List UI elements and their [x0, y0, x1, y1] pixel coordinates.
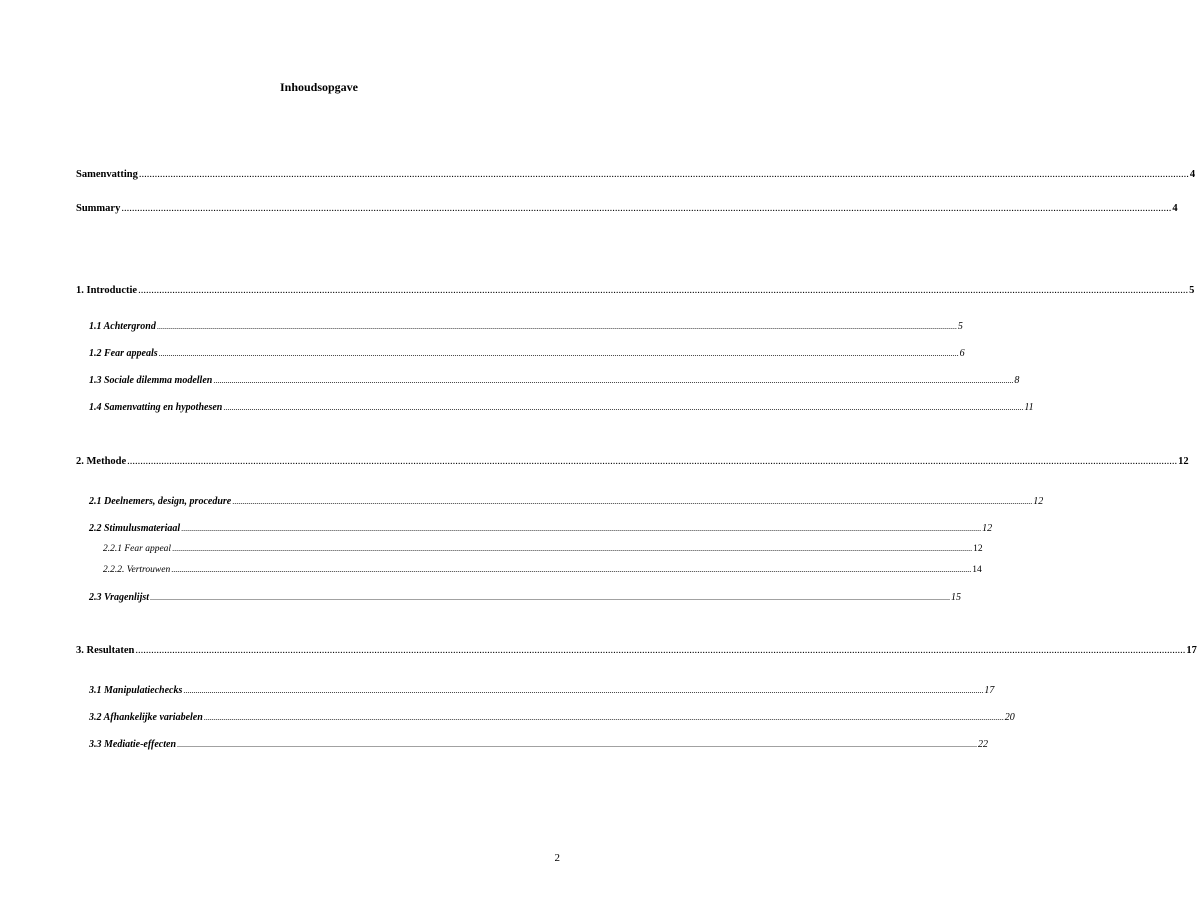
toc-entry[interactable] — [103, 565, 982, 575]
toc-entry[interactable] — [89, 348, 965, 359]
toc-leader-dots: ................................................................................................................................................................................................................................................................................................................................................................................................................ — [183, 686, 984, 695]
toc-entry-page: 8 — [1014, 375, 1020, 386]
toc-entry-label: 1.4 Samenvatting en hypothesen — [89, 402, 223, 413]
toc-entry-page: 4 — [1172, 203, 1178, 214]
toc-entry[interactable] — [76, 285, 1195, 296]
toc-leader-dots: ................................................................................................................................................................................................................................................................................................................................................................................................................ — [213, 376, 1014, 385]
toc-leader-dots: ................................................................................................................................................................................................................................................................................................................................................................................................................ — [135, 645, 1186, 656]
toc-entry-label: Summary — [76, 203, 121, 214]
toc-leader-dots: ................................................................................................................................................................................................................................................................................................................................................................................................................ — [177, 740, 978, 749]
toc-entry[interactable] — [89, 496, 1044, 507]
toc-entry[interactable] — [76, 169, 1196, 180]
page-title: Inhoudsopgave — [279, 80, 359, 94]
toc-entry[interactable] — [76, 203, 1178, 214]
toc-entry-label: 1.1 Achtergrond — [89, 321, 156, 332]
toc-entry[interactable] — [89, 739, 989, 750]
toc-entry-label: 3.1 Manipulatiechecks — [89, 685, 183, 696]
toc-entry-label: 2. Methode — [76, 456, 127, 467]
toc-entry-page: 17 — [984, 685, 995, 696]
toc-entry-page: 5 — [1189, 285, 1195, 296]
toc-entry-label: 1. Introductie — [76, 285, 138, 296]
toc-entry[interactable] — [76, 456, 1189, 467]
toc-entry-label: 2.2.1 Fear appeal — [103, 544, 172, 554]
toc-leader-dots: ................................................................................................................................................................................................................................................................................................................................................................................................................ — [121, 203, 1172, 214]
toc-entry-page: 20 — [1004, 712, 1015, 723]
toc-entry[interactable] — [103, 544, 983, 554]
toc-entry-page: 22 — [978, 739, 989, 750]
toc-entry-label: 1.2 Fear appeals — [89, 348, 158, 359]
toc-entry-page: 14 — [972, 565, 982, 575]
toc-entry-page: 17 — [1186, 645, 1197, 656]
toc-leader-dots: ................................................................................................................................................................................................................................................................................................................................................................................................................ — [158, 349, 959, 358]
toc-entry-page: 4 — [1189, 169, 1196, 180]
toc-leader-dots: ................................................................................................................................................................................................................................................................................................................................................................................................................ — [138, 285, 1189, 296]
toc-entry-label: 2.1 Deelnemers, design, procedure — [89, 496, 232, 507]
toc-leader-dots: ................................................................................................................................................................................................................................................................................................................................................................................................................ — [203, 713, 1004, 722]
toc-entry[interactable] — [89, 402, 1034, 413]
toc-entry-page: 6 — [959, 348, 965, 359]
toc-entry[interactable] — [89, 712, 1015, 723]
toc-entry-page: 5 — [957, 321, 963, 332]
toc-entry[interactable] — [89, 592, 962, 603]
toc-leader-dots: ................................................................................................................................................................................................................................................................................................................................................................................................................ — [172, 544, 973, 553]
toc-leader-dots: ................................................................................................................................................................................................................................................................................................................................................................................................................ — [232, 497, 1033, 506]
toc-leader-dots: ................................................................................................................................................................................................................................................................................................................................................................................................................ — [156, 322, 957, 331]
toc-leader-dots: ................................................................................................................................................................................................................................................................................................................................................................................................................ — [138, 169, 1189, 180]
toc-entry-page: 11 — [1024, 402, 1034, 413]
toc-entry-page: 15 — [951, 592, 962, 603]
toc-leader-dots: ................................................................................................................................................................................................................................................................................................................................................................................................................ — [150, 593, 951, 602]
toc-entry-page: 12 — [982, 523, 993, 534]
toc-entry-page: 12 — [973, 544, 983, 554]
toc-leader-dots: ................................................................................................................................................................................................................................................................................................................................................................................................................ — [181, 524, 982, 533]
toc-entry-label: 3.3 Mediatie-effecten — [89, 739, 177, 750]
toc-entry-page: 12 — [1033, 496, 1044, 507]
toc-entry[interactable] — [89, 685, 995, 696]
toc-leader-dots: ................................................................................................................................................................................................................................................................................................................................................................................................................ — [127, 456, 1178, 467]
toc-entry-label: 3.2 Afhankelijke variabelen — [89, 712, 203, 723]
toc-entry[interactable] — [89, 523, 993, 534]
toc-entry-label: 2.2 Stimulusmateriaal — [89, 523, 181, 534]
toc-entry[interactable] — [89, 321, 963, 332]
toc-entry-label: 2.3 Vragenlijst — [89, 592, 150, 603]
toc-entry-label: 1.3 Sociale dilemma modellen — [89, 375, 213, 386]
toc-entry-label: 2.2.2. Vertrouwen — [103, 565, 171, 575]
toc-entry[interactable] — [76, 645, 1197, 656]
toc-entry-label: Samenvatting — [76, 169, 138, 180]
toc-entry[interactable] — [89, 375, 1020, 386]
toc-leader-dots: ................................................................................................................................................................................................................................................................................................................................................................................................................ — [171, 565, 972, 574]
toc-leader-dots: ................................................................................................................................................................................................................................................................................................................................................................................................................ — [223, 403, 1024, 412]
toc-entry-page: 12 — [1178, 456, 1189, 467]
toc-entry-label: 3. Resultaten — [76, 645, 135, 656]
page-number: 2 — [554, 852, 560, 864]
